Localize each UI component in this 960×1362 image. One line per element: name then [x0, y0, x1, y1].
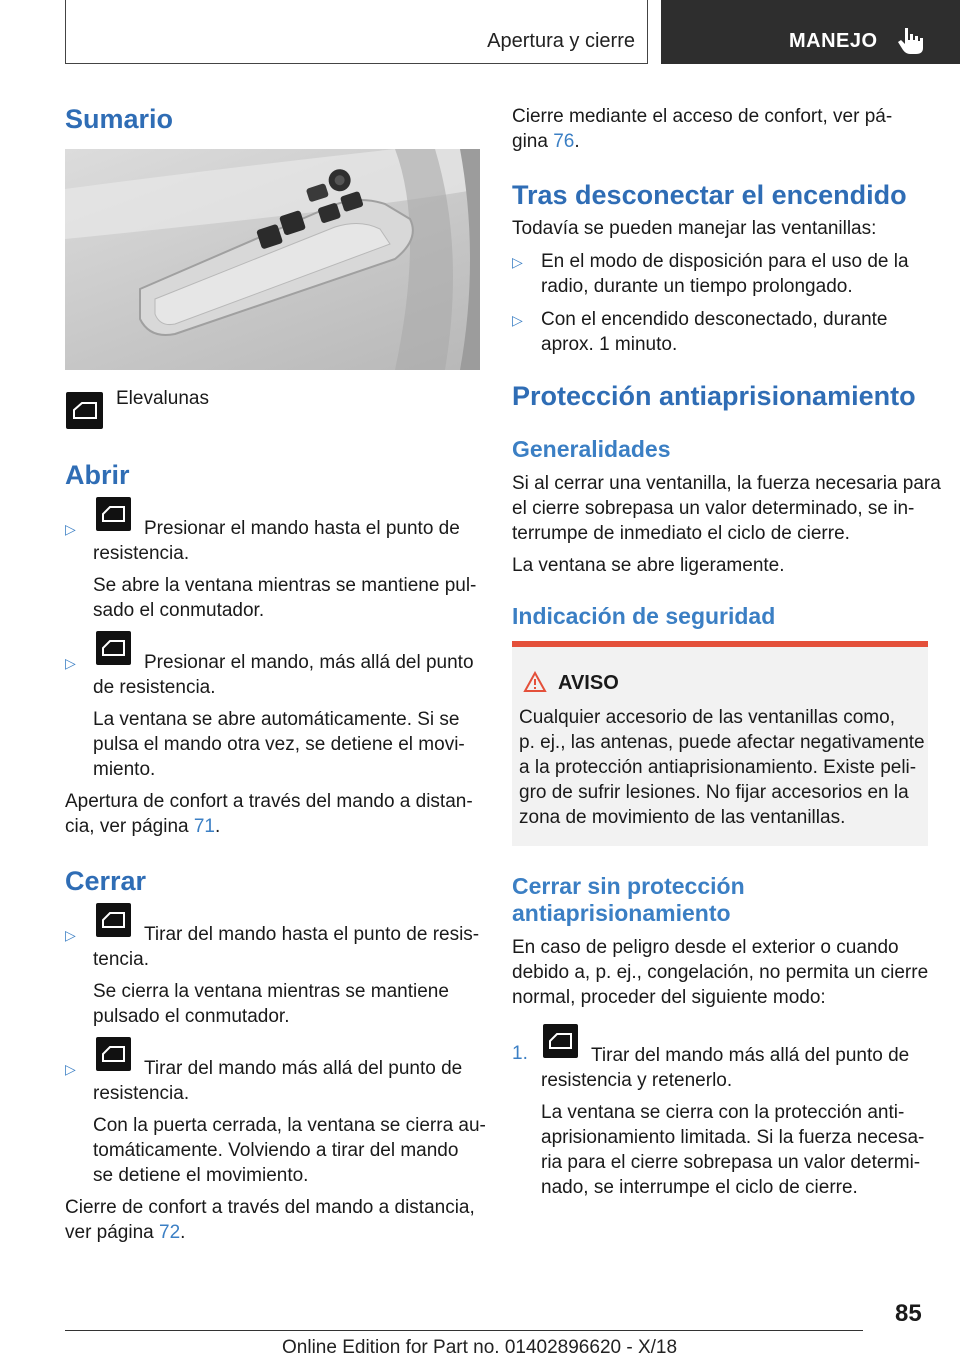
sin-line1: En caso de peligro desde el exterior o cuando [512, 937, 899, 958]
page-link-72[interactable]: 72 [159, 1222, 181, 1243]
abrir-item2-sub1: La ventana se abre automáticamente. Si se [93, 709, 460, 730]
footer-divider [65, 1330, 863, 1331]
cerrar-item1-sub2: pulsado el conmutador. [93, 1006, 290, 1027]
tras-text: Todavía se pueden manejar las ventanillas: [512, 218, 877, 239]
warning-triangle-icon [523, 671, 547, 693]
page-link-76[interactable]: 76 [553, 131, 575, 152]
step-sub4: nado, se interrumpe el ciclo de cierre. [541, 1177, 858, 1198]
tras-bullet1-line2: radio, durante un tiempo prolongado. [541, 276, 853, 297]
gen-line4: La ventana se abre ligeramente. [512, 555, 785, 576]
window-close-icon [543, 1024, 578, 1058]
sin-proteccion-heading-line1: Cerrar sin protección [512, 873, 745, 899]
gen-line3: terrumpe de inmediato el ciclo de cierre. [512, 523, 850, 544]
window-close-icon [96, 903, 131, 937]
sin-line3: normal, proceder del siguiente modo: [512, 987, 826, 1008]
step-line1: Tirar del mando más allá del punto de [591, 1045, 910, 1066]
window-open-icon [96, 631, 131, 665]
cerrar-item1-line2: tencia. [93, 949, 149, 970]
tras-bullet1-line1: En el modo de disposición para el uso de la [541, 251, 909, 272]
gen-line1: Si al cerrar una ventanilla, la fuerza necesaria para [512, 473, 941, 494]
intro-line2: gina 76. [512, 131, 580, 152]
cerrar-heading: Cerrar [65, 866, 147, 896]
abrir-heading: Abrir [65, 460, 130, 490]
warning-box [512, 641, 928, 846]
step-sub2: aprisionamiento limitada. Si la fuerza necesa‐ [541, 1127, 925, 1148]
cerrar-comfort-line2: ver página 72. [65, 1222, 186, 1243]
bullet-icon: ▷ [65, 1061, 76, 1077]
header-section-tab [65, 0, 648, 64]
sumario-heading: Sumario [65, 104, 174, 134]
seguridad-heading: Indicación de seguridad [512, 603, 776, 629]
intro-line1: Cierre mediante el acceso de confort, ver pá‐ [512, 106, 893, 127]
header-chapter-title: MANEJO [789, 30, 878, 52]
step-line2: resistencia y retenerlo. [541, 1070, 733, 1091]
image-caption: Elevalunas [116, 388, 209, 409]
door-panel-illustration [65, 149, 480, 370]
tras-bullet2-line2: aprox. 1 minuto. [541, 334, 678, 355]
window-icon [66, 392, 103, 429]
step-number: 1. [512, 1043, 528, 1064]
door-switch-image [65, 149, 480, 370]
cerrar-item1-sub1: Se cierra la ventana mientras se mantiene [93, 981, 449, 1002]
warning-line3: a la protección antiaprisionamiento. Existe peli‐ [519, 757, 917, 778]
generalidades-heading: Generalidades [512, 436, 671, 462]
header-section-title: Apertura y cierre [487, 30, 635, 52]
abrir-item2-line2: de resistencia. [93, 677, 216, 698]
abrir-item2-sub3: miento. [93, 759, 156, 780]
gen-line2: el cierre sobrepasa un valor determinado, se in‐ [512, 498, 915, 519]
abrir-item1-line2: resistencia. [93, 543, 190, 564]
cerrar-item2-sub1: Con la puerta cerrada, la ventana se cierra au‐ [93, 1115, 486, 1136]
cerrar-comfort-text: ver página [65, 1222, 154, 1243]
step-sub1: La ventana se cierra con la protección anti‐ [541, 1102, 905, 1123]
bullet-icon: ▷ [512, 254, 523, 270]
cerrar-comfort-line1: Cierre de confort a través del mando a distancia, [65, 1197, 475, 1218]
sin-proteccion-heading-line2: antiaprisionamiento [512, 900, 731, 926]
hand-pointer-icon [897, 26, 925, 56]
proteccion-heading: Protección antiaprisionamiento [512, 381, 916, 411]
bullet-icon: ▷ [65, 927, 76, 943]
page-link-71[interactable]: 71 [193, 816, 215, 837]
page-number: 85 [895, 1300, 922, 1327]
abrir-item1-sub2: sado el conmutador. [93, 600, 265, 621]
warning-label: AVISO [558, 672, 619, 694]
window-open-icon [96, 497, 131, 531]
sin-line2: debido a, p. ej., congelación, no permita un cierre [512, 962, 929, 983]
abrir-comfort-text: cia, ver página [65, 816, 189, 837]
window-close-icon [96, 1037, 131, 1071]
tras-bullet2-line1: Con el encendido desconectado, durante [541, 309, 888, 330]
abrir-item1-sub1: Se abre la ventana mientras se mantiene pul‐ [93, 575, 477, 596]
warning-line2: p. ej., las antenas, puede afectar negativamente [519, 732, 925, 753]
abrir-comfort-line2: cia, ver página 71. [65, 816, 221, 837]
bullet-icon: ▷ [512, 312, 523, 328]
bullet-icon: ▷ [65, 655, 76, 671]
bullet-icon: ▷ [65, 521, 76, 537]
cerrar-item1-line1: Tirar del mando hasta el punto de resis‐ [144, 924, 480, 945]
warning-line1: Cualquier accesorio de las ventanillas como, [519, 707, 895, 728]
intro-text: gina [512, 131, 548, 152]
warning-line5: zona de movimiento de las ventanillas. [519, 807, 846, 828]
abrir-item2-sub2: pulsa el mando otra vez, se detiene el movi‐ [93, 734, 465, 755]
step-sub3: ria para el cierre sobrepasa un valor determi‐ [541, 1152, 921, 1173]
header-chapter-tab [661, 0, 960, 64]
footer-edition: Online Edition for Part no. 01402896620 - X/18 [282, 1337, 678, 1358]
cerrar-item2-line2: resistencia. [93, 1083, 190, 1104]
cerrar-item2-sub3: se detiene el movimiento. [93, 1165, 309, 1186]
cerrar-item2-line1: Tirar del mando más allá del punto de [144, 1058, 463, 1079]
abrir-item1-line1: Presionar el mando hasta el punto de [144, 518, 460, 539]
tras-heading: Tras desconectar el encendido [512, 180, 907, 210]
warning-line4: gro de sufrir lesiones. No fijar accesorios en la [519, 782, 909, 803]
abrir-item2-line1: Presionar el mando, más allá del punto [144, 652, 474, 673]
abrir-comfort-line1: Apertura de confort a través del mando a distan‐ [65, 791, 473, 812]
cerrar-item2-sub2: tomáticamente. Volviendo a tirar del mando [93, 1140, 459, 1161]
